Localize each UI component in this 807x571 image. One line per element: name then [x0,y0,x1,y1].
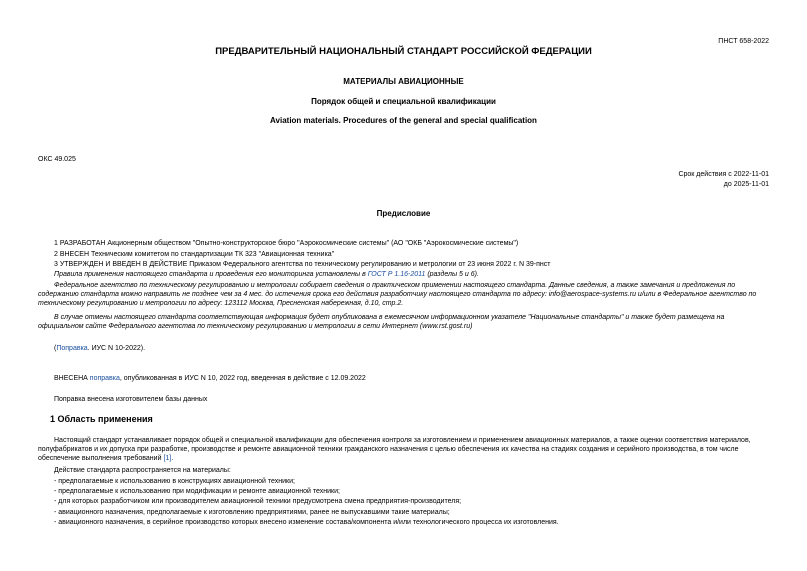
section-1-heading: 1 Область применения [50,414,153,424]
rules-text-after: (разделы 5 и 6). [425,271,479,278]
database-note: Поправка внесена изготовителем базы данных [54,396,208,403]
amendment-link[interactable]: Поправка [56,345,88,352]
amendment-rest: . ИУС N 10-2022). [87,345,146,352]
document-subject: Порядок общей и специальной квалификации [311,97,496,106]
validity-to: до 2025-11-01 [723,181,769,188]
amendment-note [54,344,145,353]
cancellation-paragraph: В случае отмены настоящего стандарта соответствующая информация будет опубликована в ежемесячном информационном указателе "Национальные стандарты" и также будет размещена на официальном сайте Федерального агентства по техническому регулированию и метрологии в сети Интернет (www.rst.gost.ru) [38,314,725,330]
scope-list-item: - авиационного назначения, предполагаемые к изготовлению предприятиями, ранее не выпускавшими такие материалы; [54,509,450,516]
preface-heading: Предисловие [376,209,431,218]
introduced-note [54,374,366,383]
scope-list-item: - предполагаемые к использованию при модификации и ремонте авиационной техники; [54,488,340,495]
introduced-before: ВНЕСЕНА [54,375,90,382]
preface-item-2: 2 ВНЕСЕН Техническим комитетом по стандартизации ТК 323 "Авиационная техника" [54,251,335,258]
introduced-after: , опубликованная в ИУС N 10, 2022 год, введенная в действие с 12.09.2022 [119,375,366,382]
scope-text-end: . [171,455,174,462]
correction-link[interactable]: поправка [89,375,120,382]
scope-list-item: - предполагаемые к использованию в конструкциях авиационной техники; [54,478,295,485]
validity-from: Срок действия с 2022-11-01 [678,171,769,178]
agency-paragraph: Федеральное агентство по техническому регулированию и метрологии собирает сведения о практическом применении настоящего стандарта. Данные сведения, а также замечания и предложения по содержанию стандарта можно направить не позднее чем за 4 мес. до истечения срока его действия разработчику настоящего стандарта по адресу: info@aerospace-systems.ru и/или в Федеральное агентство по техническому регулированию и метрологии по адресу: 123112 Москва, Пресненская набережная, д.10, стр.2. [38,282,757,307]
scope-paragraph [38,436,769,463]
amendment-open: ( [54,345,57,352]
scope-intro: Действие стандарта распространяется на материалы: [54,467,231,474]
oks-code: ОКС 49.025 [38,156,76,163]
scope-list-item: - авиационного назначения, в серийное производство которых внесено изменение состава/компонента и/или технологического процесса их изготовления. [54,519,559,526]
main-title: ПРЕДВАРИТЕЛЬНЫЙ НАЦИОНАЛЬНЫЙ СТАНДАРТ РОССИЙСКОЙ ФЕДЕРАЦИИ [215,46,592,57]
reference-1-link[interactable]: [1] [163,455,172,462]
rules-text-before: Правила применения настоящего стандарта и проведения его мониторинга установлены в [54,271,368,278]
document-subtitle: МАТЕРИАЛЫ АВИАЦИОННЫЕ [343,77,464,86]
preface-item-1: 1 РАЗРАБОТАН Акционерным обществом "Опытно-конструкторское бюро "Аэрокосмические системы" (АО "ОКБ "Аэрокосмические системы") [54,240,519,247]
document-id: ПНСТ 658-2022 [718,38,769,45]
document-subject-en: Aviation materials. Procedures of the general and special qualification [270,116,537,125]
gost-link[interactable]: ГОСТ Р 1.16-2011 [367,271,426,278]
scope-list-item: - для которых разработчиком или производителем авиационной техники предусмотрена смена предприятия-производителя; [54,498,462,505]
scope-text: Настоящий стандарт устанавливает порядок общей и специальной квалификации для обеспечения контроля за изготовлением и применением авиационных материалов, а также оценки соответствия материалов, полуфабрикатов и их допуска при разработке, производстве и ремонте авиационной техники гражданского назначения с целью обеспечения их качества на стадиях создания и серийного производства, в том числе обеспечение выполнения требований [38,437,751,462]
rules-paragraph [54,270,479,279]
preface-item-3: 3 УТВЕРЖДЕН И ВВЕДЕН В ДЕЙСТВИЕ Приказом Федерального агентства по техническому регулированию и метрологии от 23 июня 2022 г. N 39-пнст [54,261,551,268]
